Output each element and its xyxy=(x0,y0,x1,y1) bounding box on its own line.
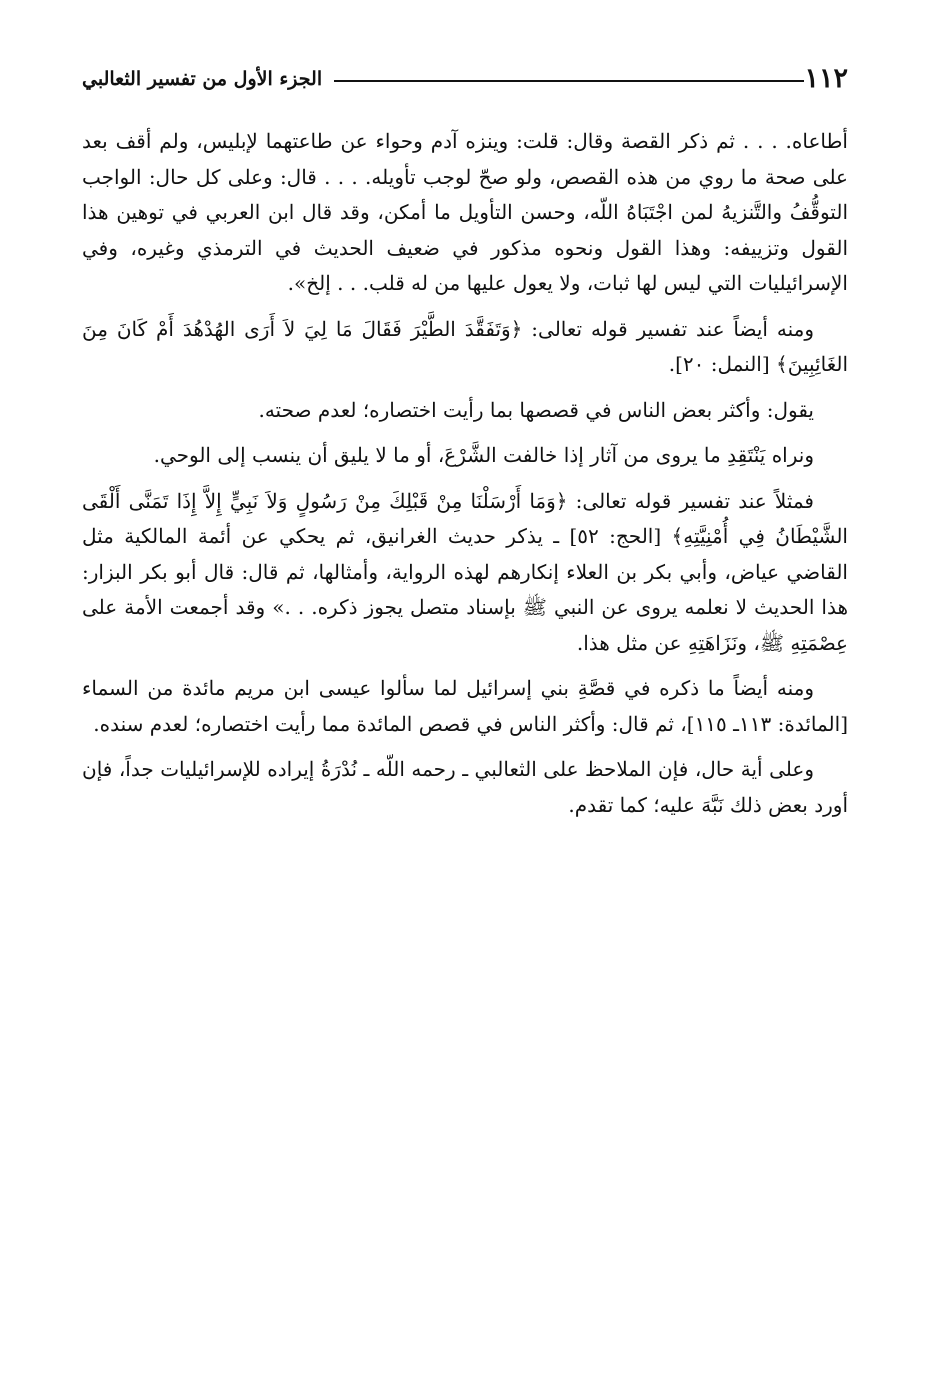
running-title: الجزء الأول من تفسير الثعالبي xyxy=(82,68,323,90)
paragraph-6: ومنه أيضاً ما ذكره في قصَّةِ بني إسرائيل لما سألوا عيسى ابن مريم مائدة من السماء [المائدة: ١١٣ـ ١١٥]، ثم قال: وأكثر الناس في قصص المائدة مما رأيت اختصاره؛ لعدم سنده. xyxy=(82,676,848,736)
paragraph-3: يقول: وأكثر بعض الناس في قصصها بما رأيت اختصاره؛ لعدم صحته. xyxy=(258,397,814,422)
paragraph-2: ومنه أيضاً عند تفسير قوله تعالى: ﴿وَتَفَقَّدَ الطَّيْرَ فَقَالَ مَا لِيَ لاَ أَرَى الهُدْهُدَ أَمْ كَانَ مِنَ الغَائِبِينَ﴾ [النمل: ٢٠]. xyxy=(82,316,848,376)
body-text xyxy=(82,124,848,833)
paragraph-1: أطاعاه. . . . ثم ذكر القصة وقال: قلت: وينزه آدم وحواء عن طاعتهما لإبليس، ولم أقف بعد على صحة ما روي من هذه القصص، ولو صحّ لوجب تأويله. . . . قال: وعلى كل حال: الواجب التوقُّفُ والتَّنزيهُ لمن اجْتَبَاهُ اللّه، وحسن التأويل ما أمكن، وقد قال ابن العربي في توهين هذا القول وتزييفه: وهذا القول ونحوه مذكور في ضعيف الحديث في الترمذي وغيره، وفي الإسرائيليات التي ليس لها ثبات، ولا يعول عليها من له قلب. . . إلخ». xyxy=(82,129,848,295)
paragraph-4: ونراه يَنْتَقِدِ ما يروى من آثار إذا خالفت الشَّرْعَ، أو ما لا يليق أن ينسب إلى الوحي. xyxy=(153,443,814,467)
page-number: ١١٢ xyxy=(804,63,848,94)
page-header xyxy=(82,62,848,102)
header-rule xyxy=(334,80,804,82)
paragraph-5: فمثلاً عند تفسير قوله تعالى: ﴿وَمَا أَرْسَلْنَا مِنْ قَبْلِكَ مِنْ رَسُولٍ وَلاَ نَبِيٍّ إِلاَّ إِذَا تَمَنَّى أَلْقَى الشَّيْطَانُ فِي أُمْنِيَّتِهِ﴾ [الحج: ٥٢] ـ يذكر حديث الغرانيق، ثم يحكي عن أئمة المالكية مثل القاضي عياض، وأبي بكر بن العلاء إنكارهم لهذه الرواية، وأمثالها، ثم قال: قال أبو بكر البزار: هذا الحديث لا نعلمه يروى عن النبي ﷺ بإسناد متصل يجوز ذكره. . .» وقد أجمعت الأمة على عِصْمَتِهِ ﷺ، ونَزَاهَتِهِ عن مثل هذا. xyxy=(82,488,849,655)
paragraph-7: وعلى أية حال، فإن الملاحظ على الثعالبي ـ رحمه اللّه ـ نُدْرَةُ إيراده للإسرائيليات جداً، فإن أورد بعض ذلك نَبَّهَ عليه؛ كما تقدم. xyxy=(82,757,848,817)
